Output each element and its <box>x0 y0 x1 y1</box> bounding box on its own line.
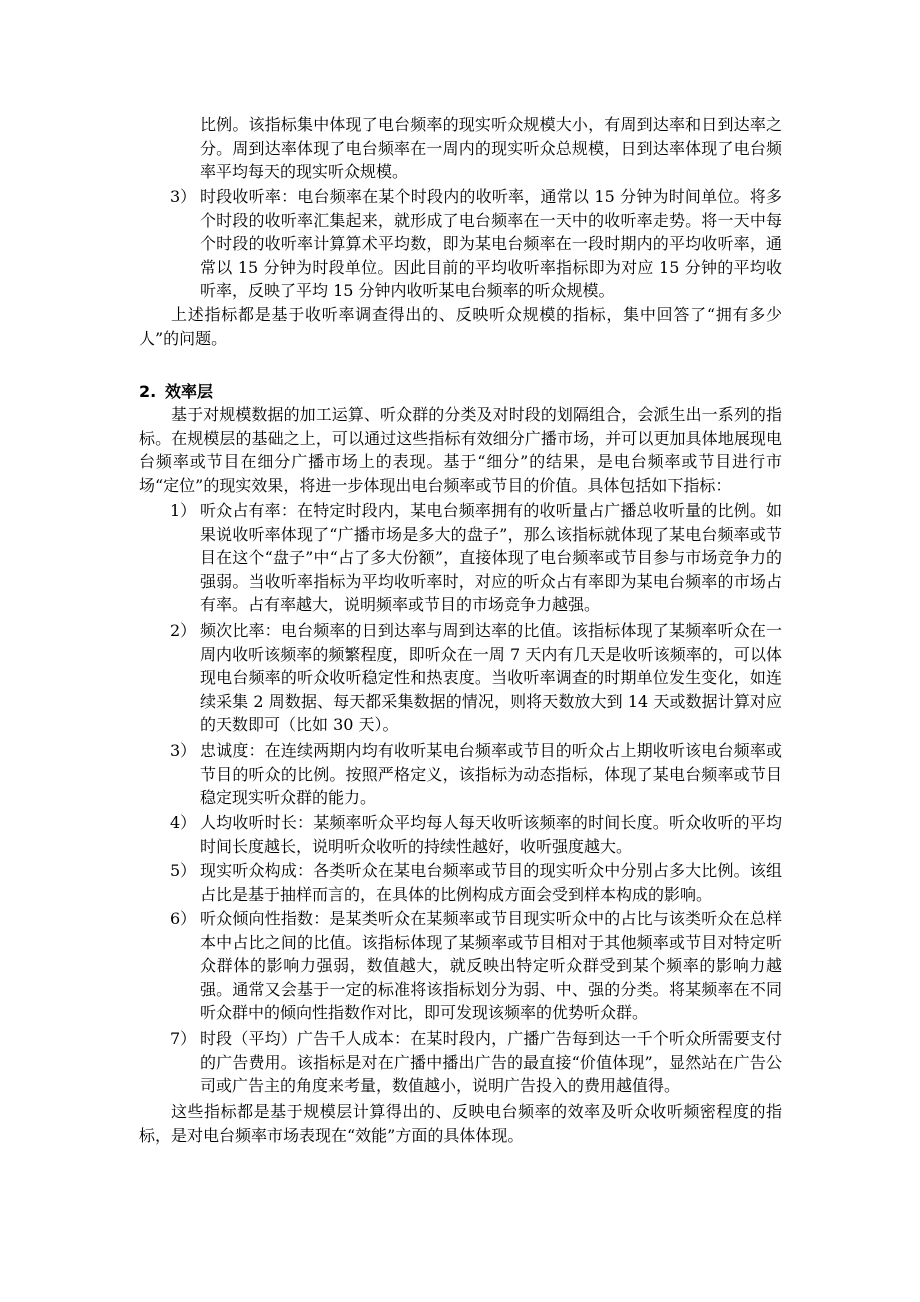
list-item-number: 3） <box>170 187 197 206</box>
list-item-text: 忠诚度：在连续两期内均有收听某电台频率或节目的听众占上期收听该电台频率或节目的听众的比例。按照严格定义，该指标为动态指标，体现了某电台频率或节目稳定现实听众群的能力。 <box>200 741 782 808</box>
body-paragraph: 基于对规模数据的加工运算、听众群的分类及对时段的划隔组合，会派生出一系列的指标。在规模层的基础之上，可以通过这些指标有效细分广播市场，并可以更加具体地展现电台频率或节目在细分广播市场上的表现。基于“细分”的结果，是电台频率或节目进行市场“定位”的现实效果，将进一步体现出电台频率或节目的价值。具体包括如下指标： <box>139 405 782 495</box>
section-heading <box>139 380 782 404</box>
list-item-number: 3） <box>170 741 197 760</box>
list-item <box>170 619 782 737</box>
list-item-number: 2） <box>170 621 197 640</box>
list-item-text: 听众占有率：在特定时段内，某电台频率拥有的收听量占广播总收听量的比例。如果说收听率体现了“广播市场是多大的盘子”，那么该指标就体现了某电台频率或节目在这个“盘子”中“占了多大份额”，直接体现了电台频率或节目参与市场竞争力的强弱。当收听率指标为平均收听率时，对应的听众占有率即为某电台频率的市场占有率。占有率越大，说明频率或节目的市场竞争力越强。 <box>200 501 782 615</box>
list-item <box>170 1027 782 1098</box>
section-number: 2. <box>139 382 157 401</box>
body-paragraph: 这些指标都是基于规模层计算得出的、反映电台频率的效率及听众收听频密程度的指标，是对电台频率市场表现在“效能”方面的具体体现。 <box>139 1102 782 1145</box>
list-item-text: 现实听众构成：各类听众在某电台频率或节目的现实听众中分别占多大比例。该组占比是基于抽样而言的，在具体的比例构成方面会受到样本构成的影响。 <box>200 861 782 904</box>
list-item-text: 时段收听率：电台频率在某个时段内的收听率，通常以 15 分钟为时间单位。将多个时段的收听率汇集起来，就形成了电台频率在一天中的收听率走势。将一天中每个时段的收听率计算算术平均数，即为某电台频率在一段时期内的平均收听率，通常以 15 分钟为时段单位。因此目前的平均收听率指标即为对应 15 分钟的平均收听率，反映了平均 15 分钟内收听某电台频率的听众规模。 <box>200 187 782 301</box>
list-item <box>170 499 782 617</box>
list-item <box>170 811 782 858</box>
list-item <box>170 185 782 303</box>
list-item-number: 4） <box>170 813 197 832</box>
list-item-number: 6） <box>170 909 197 928</box>
list-item <box>170 739 782 810</box>
continued-paragraph: 比例。该指标集中体现了电台频率的现实听众规模大小，有周到达率和日到达率之分。周到达率体现了电台频率在一周内的现实听众总规模，日到达率体现了电台频率平均每天的现实听众规模。 <box>200 115 782 182</box>
list-item-text: 听众倾向性指数：是某类听众在某频率或节目现实听众中的占比与该类听众在总样本中占比之间的比值。该指标体现了某频率或节目相对于其他频率或节目对特定听众群体的影响力强弱，数值越大，就反映出特定听众群受到某个频率的影响力越强。通常又会基于一定的标准将该指标划分为弱、中、强的分类。将某频率在不同听众群中的倾向性指数作对比，即可发现该频率的优势听众群。 <box>200 909 782 1023</box>
list-item <box>170 907 782 1025</box>
list-item <box>170 859 782 906</box>
list-item-number: 1） <box>170 501 197 520</box>
list-item-number: 7） <box>170 1029 197 1048</box>
list-item-number: 5） <box>170 861 197 880</box>
list-item-text: 频次比率：电台频率的日到达率与周到达率的比值。该指标体现了某频率听众在一周内收听该频率的频繁程度，即听众在一周 7 天内有几天是收听该频率的，可以体现电台频率的听众收听稳定性和热衷度。当收听率调查的时期单位发生变化，如连续采集 2 周数据、每天都采集数据的情况，则将天数放大到 14 天或数据计算对应的天数即可（比如 30 天）。 <box>200 621 782 735</box>
body-paragraph: 上述指标都是基于收听率调查得出的、反映听众规模的指标，集中回答了“拥有多少人”的问题。 <box>139 305 782 348</box>
section-title: 效率层 <box>165 382 214 401</box>
list-item-text: 人均收听时长：某频率听众平均每人每天收听该频率的时间长度。听众收听的平均时间长度越长，说明听众收听的持续性越好，收听强度越大。 <box>200 813 782 856</box>
list-item-text: 时段（平均）广告千人成本：在某时段内，广播广告每到达一千个听众所需要支付的广告费用。该指标是对在广播中播出广告的最直接“价值体现”，显然站在广告公司或广告主的角度来考量，数值越小，说明广告投入的费用越值得。 <box>200 1029 782 1096</box>
